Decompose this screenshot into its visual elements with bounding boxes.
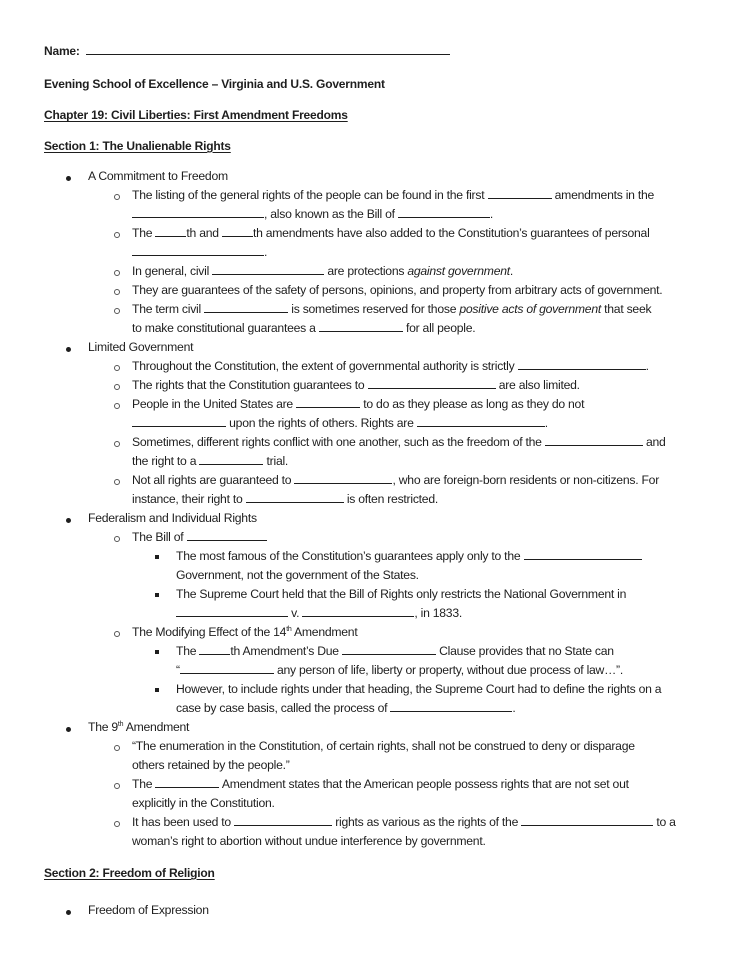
item-authority-limited: Throughout the Constitution, the extent of governmental authority is strictly .	[132, 359, 649, 373]
bullet-icon	[66, 727, 71, 732]
circle-bullet-icon	[114, 194, 120, 200]
item-aliens-cont: instance, their right to is often restricted.	[132, 492, 438, 506]
blank[interactable]	[319, 320, 403, 332]
square-bullet-icon	[155, 593, 159, 597]
blank[interactable]	[176, 605, 288, 617]
item-rights-guaranteed: The rights that the Constitution guarantees to are also limited.	[132, 378, 580, 392]
section-1-title: Section 1: The Unalienable Rights	[44, 139, 231, 153]
blank[interactable]	[199, 643, 230, 655]
topic-ninth-amendment: The 9th Amendment	[88, 720, 190, 734]
bullet-icon	[66, 347, 71, 352]
subitem-due-process-cont: “ any person of life, liberty or property, without due process of law…”.	[176, 663, 623, 677]
item-first-amendments-cont: , also known as the Bill of .	[132, 205, 493, 224]
section-2-title: Section 2: Freedom of Religion	[44, 866, 215, 880]
blank[interactable]	[518, 358, 646, 370]
blank[interactable]	[132, 206, 264, 218]
circle-bullet-icon	[114, 232, 120, 238]
blank[interactable]	[187, 529, 267, 541]
circle-bullet-icon	[114, 384, 120, 390]
topic-federalism: Federalism and Individual Rights	[88, 511, 257, 525]
bullet-icon	[66, 518, 71, 523]
bullet-icon	[66, 910, 71, 915]
circle-bullet-icon	[114, 479, 120, 485]
name-label: Name:	[44, 44, 80, 58]
item-ninth-unenumerated: The Amendment states that the American people possess rights that are not set out	[132, 777, 629, 791]
blank[interactable]	[132, 244, 264, 256]
blank[interactable]	[545, 434, 643, 446]
blank[interactable]	[294, 472, 392, 484]
blank[interactable]	[155, 776, 219, 788]
blank[interactable]	[132, 415, 226, 427]
circle-bullet-icon	[114, 536, 120, 542]
item-bill-of: The Bill of	[132, 528, 267, 547]
item-rights-conflict-cont: the right to a trial.	[132, 454, 289, 468]
item-people-free: People in the United States are to do as they please as long as they do not	[132, 397, 585, 411]
square-bullet-icon	[155, 555, 159, 559]
circle-bullet-icon	[114, 403, 120, 409]
blank[interactable]	[368, 377, 496, 389]
topic-freedom-of-expression: Freedom of Expression	[88, 903, 209, 917]
item-added-amendments: The th and th amendments have also added to the Constitution’s guarantees of personal	[132, 226, 650, 240]
item-civil-liberties: In general, civil are protections against government.	[132, 264, 514, 278]
circle-bullet-icon	[114, 308, 120, 314]
blank[interactable]	[398, 206, 490, 218]
item-ninth-quote-cont: others retained by the people.”	[132, 758, 290, 772]
blank[interactable]	[234, 814, 332, 826]
subitem-national-government: The most famous of the Constitution’s guarantees apply only to the	[176, 547, 642, 566]
item-guarantees: They are guarantees of the safety of persons, opinions, and property from arbitrary acts of government.	[132, 283, 663, 297]
square-bullet-icon	[155, 650, 159, 654]
name-field-row	[44, 43, 450, 58]
item-modifying-effect: The Modifying Effect of the 14th Amendment	[132, 625, 358, 639]
blank[interactable]	[417, 415, 545, 427]
subitem-incorporation: However, to include rights under that heading, the Supreme Court had to define the rights on a	[176, 682, 662, 696]
blank[interactable]	[199, 453, 263, 465]
subitem-due-process: The th Amendment’s Due Clause provides that no State can	[176, 644, 614, 658]
bullet-icon	[66, 176, 71, 181]
blank[interactable]	[246, 491, 344, 503]
item-aliens: Not all rights are guaranteed to , who are foreign-born residents or non-citizens. For	[132, 473, 659, 487]
chapter-title: Chapter 19: Civil Liberties: First Amendment Freedoms	[44, 108, 348, 122]
circle-bullet-icon	[114, 745, 120, 751]
item-civil-rights-cont: to make constitutional guarantees a for all people.	[132, 321, 476, 335]
circle-bullet-icon	[114, 365, 120, 371]
blank[interactable]	[180, 662, 274, 674]
blank[interactable]	[155, 225, 186, 237]
item-rights-conflict: Sometimes, different rights conflict with one another, such as the freedom of the and	[132, 435, 666, 449]
subitem-incorporation-cont: case by case basis, called the process of .	[176, 701, 516, 715]
blank[interactable]	[302, 605, 414, 617]
circle-bullet-icon	[114, 821, 120, 827]
blank[interactable]	[521, 814, 653, 826]
square-bullet-icon	[155, 688, 159, 692]
blank[interactable]	[390, 700, 512, 712]
item-ninth-quote: “The enumeration in the Constitution, of certain rights, shall not be construed to deny or disparage	[132, 739, 635, 753]
subitem-supreme-court-case: The Supreme Court held that the Bill of Rights only restricts the National Government in	[176, 587, 627, 601]
blank[interactable]	[524, 548, 642, 560]
circle-bullet-icon	[114, 783, 120, 789]
blank[interactable]	[488, 187, 552, 199]
blank[interactable]	[342, 643, 436, 655]
subitem-national-government-cont: Government, not the government of the States.	[176, 568, 419, 582]
school-title: Evening School of Excellence – Virginia and U.S. Government	[44, 77, 385, 91]
item-ninth-unenumerated-cont: explicitly in the Constitution.	[132, 796, 275, 810]
blank[interactable]	[296, 396, 360, 408]
circle-bullet-icon	[114, 289, 120, 295]
item-ninth-usage-cont: woman’s right to abortion without undue interference by government.	[132, 834, 486, 848]
blank[interactable]	[212, 263, 324, 275]
blank[interactable]	[222, 225, 253, 237]
item-first-amendments: The listing of the general rights of the people can be found in the first amendments in the	[132, 188, 655, 202]
item-people-free-cont: upon the rights of others. Rights are .	[132, 414, 548, 433]
blank[interactable]	[204, 301, 288, 313]
circle-bullet-icon	[114, 270, 120, 276]
topic-commitment: A Commitment to Freedom	[88, 169, 228, 183]
subitem-supreme-court-case-cont: v. , in 1833.	[176, 604, 462, 623]
topic-limited-government: Limited Government	[88, 340, 194, 354]
circle-bullet-icon	[114, 441, 120, 447]
circle-bullet-icon	[114, 631, 120, 637]
name-blank[interactable]	[86, 43, 450, 55]
item-ninth-usage: It has been used to rights as various as the rights of the to a	[132, 815, 676, 829]
item-added-amendments-cont: .	[132, 243, 267, 262]
item-civil-rights: The term civil is sometimes reserved for those positive acts of government that seek	[132, 302, 652, 316]
